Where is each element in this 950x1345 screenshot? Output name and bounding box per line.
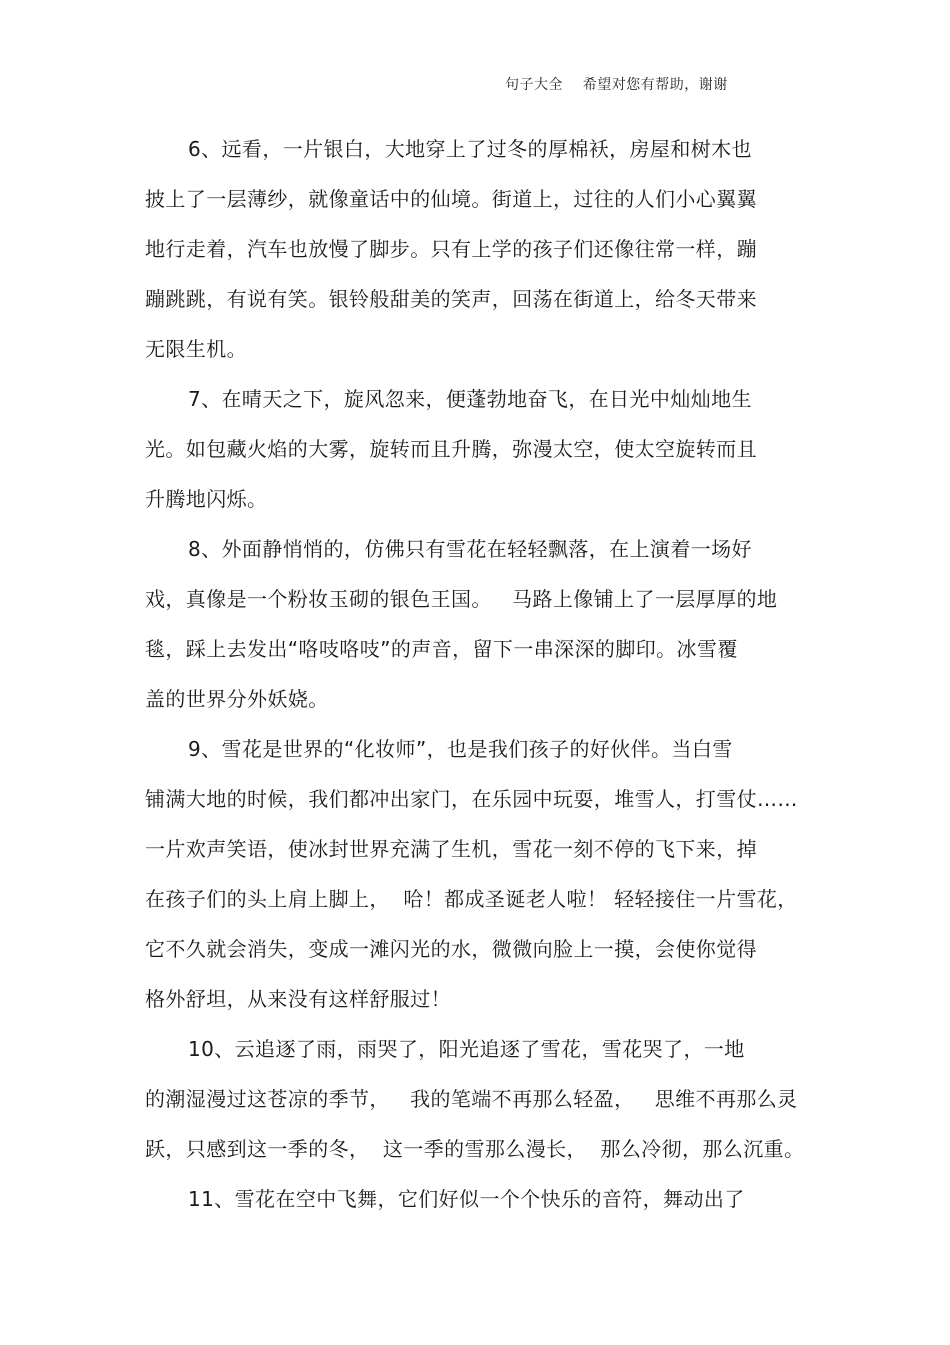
paragraph-9-line-6: 格外舒坦，从来没有这样舒服过！ bbox=[145, 987, 451, 1011]
paragraph-8-line-1: 8、外面静悄悄的，仿佛只有雪花在轻轻飘落，在上演着一场好 bbox=[188, 537, 752, 561]
paragraph-6-line-3: 地行走着，汽车也放慢了脚步。只有上学的孩子们还像往常一样，蹦 bbox=[145, 237, 757, 261]
paragraph-7-line-3: 升腾地闪烁。 bbox=[145, 487, 268, 511]
paragraph-9-line-4: 在孩子们的头上肩上脚上， 哈！都成圣诞老人啦！ 轻轻接住一片雪花， bbox=[145, 887, 798, 911]
paragraph-8-line-3: 毯，踩上去发出“咯吱咯吱”的声音，留下一串深深的脚印。冰雪覆 bbox=[145, 637, 738, 661]
paragraph-6-line-1: 6、远看，一片银白，大地穿上了过冬的厚棉袄，房屋和树木也 bbox=[188, 137, 752, 161]
paragraph-9-line-5: 它不久就会消失，变成一滩闪光的水，微微向脸上一摸，会使你觉得 bbox=[145, 937, 757, 961]
paragraph-9-line-2: 铺满大地的时候，我们都冲出家门，在乐园中玩耍，堆雪人，打雪仗…… bbox=[145, 787, 798, 811]
paragraph-9-line-3: 一片欢声笑语，使冰封世界充满了生机，雪花一刻不停的飞下来，掉 bbox=[145, 837, 757, 861]
paragraph-8-line-4: 盖的世界分外妖娆。 bbox=[145, 687, 329, 711]
paragraph-11-line-1: 11、雪花在空中飞舞，它们好似一个个快乐的音符，舞动出了 bbox=[188, 1187, 745, 1211]
paragraph-6-line-2: 披上了一层薄纱，就像童话中的仙境。街道上，过往的人们小心翼翼 bbox=[145, 187, 757, 211]
paragraph-6-line-4: 蹦跳跳，有说有笑。银铃般甜美的笑声，回荡在街道上，给冬天带来 bbox=[145, 287, 757, 311]
paragraph-10-line-3: 跃，只感到这一季的冬， 这一季的雪那么漫长， 那么冷彻，那么沉重。 bbox=[145, 1137, 805, 1161]
page-header: 句子大全 希望对您有帮助，谢谢 bbox=[505, 77, 728, 93]
paragraph-7-line-1: 7、在晴天之下，旋风忽来，便蓬勃地奋飞，在日光中灿灿地生 bbox=[188, 387, 752, 411]
paragraph-10-line-2: 的潮湿漫过这苍凉的季节， 我的笔端不再那么轻盈， 思维不再那么灵 bbox=[145, 1087, 798, 1111]
paragraph-7-line-2: 光。如包藏火焰的大雾，旋转而且升腾，弥漫太空，使太空旋转而且 bbox=[145, 437, 757, 461]
paragraph-8-line-2: 戏，真像是一个粉妆玉砌的银色王国。 马路上像铺上了一层厚厚的地 bbox=[145, 587, 778, 611]
paragraph-9-line-1: 9、雪花是世界的“化妆师”，也是我们孩子的好伙伴。当白雪 bbox=[188, 737, 733, 761]
paragraph-6-line-5: 无限生机。 bbox=[145, 337, 247, 361]
paragraph-10-line-1: 10、云追逐了雨，雨哭了，阳光追逐了雪花，雪花哭了，一地 bbox=[188, 1037, 745, 1061]
